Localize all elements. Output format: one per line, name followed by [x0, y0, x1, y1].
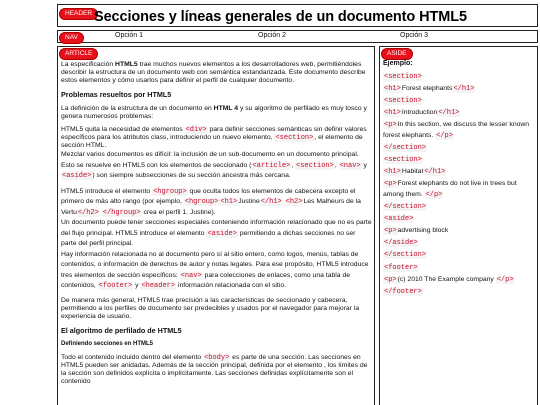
page-title: Secciones y líneas generales de un documento HTML5 [94, 9, 467, 25]
main-nav [57, 30, 538, 43]
nav-option-1[interactable]: Opción 1 [115, 32, 144, 39]
aside-title: Ejemplo: [383, 60, 413, 67]
code-tag: </section> [384, 203, 427, 212]
code-tag: </section> [384, 251, 427, 260]
code-tag: <nav> [339, 161, 361, 170]
code-tag: <section> [296, 161, 334, 170]
code-tag: </h1> [424, 168, 446, 177]
aside-code-line: <p>advertising block [384, 227, 449, 236]
aside-body [383, 60, 537, 299]
aside-code-line [383, 238, 537, 249]
code-tag: <section> [384, 156, 422, 165]
article-paragraph: HTML5 introduce el elemento <hgroup> que oculta todos los elementos de cabecera excepto el primero de más alto rango (por ejemplo, <hgroup> <h1>Justine</h1> <h2>Les Malheurs de la Vertu</h2> </hgroup> crea el perfil 1. Justine). [61, 187, 361, 217]
article-paragraph: Mezclar varios documentos es difícil: la inclusión de un sub-documento en un documento principal. Esto se resuelve en HTML5 con los elementos de seccionado (<article>, <section>, <nav> y <aside>) son siempre subsecciones de su sección ancestra más cercana. [61, 151, 367, 180]
nav-option-2[interactable]: Opción 2 [258, 32, 287, 39]
aside-code-line [383, 96, 537, 107]
article-paragraph: Un documento puede tener secciones especiales conteniendo información relacionado que no es parte del flujo principal. HTML5 introduce el elemento <aside> permitiendo a dichas secciones no ser parte del perfil principal. [61, 219, 372, 247]
nav-option-3[interactable]: Opción 3 [400, 32, 429, 39]
code-tag: </h1> [260, 198, 282, 206]
code-tag: <hgroup> [153, 187, 187, 196]
aside-badge: ASIDE [381, 48, 413, 60]
code-tag: <aside> [384, 215, 414, 224]
aside-code-line [383, 143, 537, 154]
code-tag: <h1> [384, 168, 401, 177]
aside-code-line: <p>Forest elephants do not live in trees but among them. </p> [383, 180, 517, 199]
article-badge: ARTICLE [59, 48, 98, 60]
code-tag: <h1> [384, 85, 401, 94]
code-tag: </p> [496, 275, 514, 284]
nav-badge: NAV [59, 32, 84, 44]
code-tag: </h1> [438, 109, 460, 118]
code-tag: <aside> [62, 172, 92, 180]
code-tag: </p> [425, 190, 443, 199]
heading-problems: Problemas resueltos por HTML5 [61, 90, 172, 99]
article-paragraph: Hay información relacionada no al documento pero sí al sitio entero, como logos, menús, tablas de contenidos, o información de derechos de autor y notas legales. Para ese propósito, HTML5 introduce tres elementos de sección específicos: <nav> para colecciones de enlaces, como una tabla de contenidos, <footer> y <header> información relacionada con el sitio. [61, 250, 369, 290]
aside-code-line [383, 214, 537, 225]
aside-code-line [383, 72, 537, 83]
code-tag: </p> [436, 131, 453, 140]
aside-code-line [383, 155, 537, 166]
code-tag: </h2> [77, 208, 99, 217]
code-tag: </section> [384, 144, 427, 153]
code-tag: <h2> [285, 198, 303, 206]
aside-code-line: <h1>Habitat</h1> [384, 168, 446, 177]
aside-code-line: <p>In this section, we discuss the lesser known forest elephants. </p> [383, 121, 530, 140]
article-paragraph: La definición de la estructura de un documento en HTML 4 y su algoritmo de perfilado es muy tosco y genera numerosos problemas: [61, 105, 367, 120]
bold-text: HTML5 [115, 61, 138, 68]
code-tag: <h1> [220, 198, 238, 206]
code-tag: </aside> [384, 239, 418, 248]
code-tag: <p> [384, 180, 397, 189]
code-tag: <footer> [384, 263, 418, 272]
code-tag: </h1> [453, 85, 475, 94]
bold-text: HTML 4 [213, 105, 239, 112]
code-tag: <p> [384, 227, 397, 236]
article-paragraph: HTML5 quita la necesidad de elementos <div> para definir secciones semánticas sin definir valores específicos para los atributos class, introduciendo un nuevo elemento, <section>, el elemento de sección HTML. [61, 126, 367, 149]
aside-code-line [383, 263, 537, 274]
page-header [57, 4, 538, 27]
code-tag: <p> [384, 275, 397, 284]
aside-code-line [383, 202, 537, 213]
code-tag: <aside> [207, 229, 237, 238]
article-intro: La especificación HTML5 trae muchos nuevos elementos a los desarrolladores web, permitiéndoles describir la estructura de un documento web con semántica estandarizada. Este documento describe estos elementos y cómo usarlos para definir el perfil de cualquier documento. [61, 61, 366, 84]
code-tag: </footer> [384, 287, 422, 296]
sidebar-aside [379, 46, 538, 405]
code-tag: <nav> [180, 271, 202, 280]
code-tag: <hgroup> [184, 198, 219, 206]
heading-algorithm: El algoritmo de perfilado de HTML5 [61, 325, 182, 335]
code-tag: </hgroup> [102, 208, 141, 217]
code-tag: <body> [204, 353, 230, 362]
code-tag: <section> [384, 97, 422, 106]
article-paragraph: Todo el contenido incluido dentro del elemento <body> es parte de una sección. Las secciones en HTML5 pueden ser anidadas. Además de la sección principal, definida por el elemento , los límites de la sección son definidos explícita o implícitamente. Las secciones definidas explícitamente son el contenido [61, 353, 368, 385]
article-body [61, 61, 372, 391]
aside-code-line: <h1>Forest elephants</h1> [384, 85, 475, 94]
aside-code-line: <p>(c) 2010 The Example company </p> [384, 275, 514, 284]
aside-code-example [383, 72, 537, 297]
code-tag: <article> [252, 161, 291, 170]
aside-code-line [383, 287, 537, 298]
article-paragraph: De manera más general, HTML5 trae precisión a las características de seccionado y cabecera, permitiendo a los perfiles de documento ser predecibles y usados por el navegador para mejorar la experiencia de usuario. [61, 296, 360, 320]
code-tag: <footer> [98, 282, 133, 290]
header-badge: HEADER [59, 8, 98, 20]
aside-code-line [383, 250, 537, 261]
heading-defining-sections: Definiendo secciones en HTML5 [61, 340, 154, 347]
code-tag: <section> [384, 73, 422, 81]
code-tag: <div> [185, 126, 207, 134]
code-tag: <section> [275, 134, 314, 142]
main-article [57, 46, 375, 405]
aside-code-line: <h1>Introduction</h1> [384, 109, 460, 118]
code-tag: <p> [384, 121, 397, 130]
code-tag: <h1> [384, 109, 401, 118]
code-tag: <header> [141, 282, 176, 290]
